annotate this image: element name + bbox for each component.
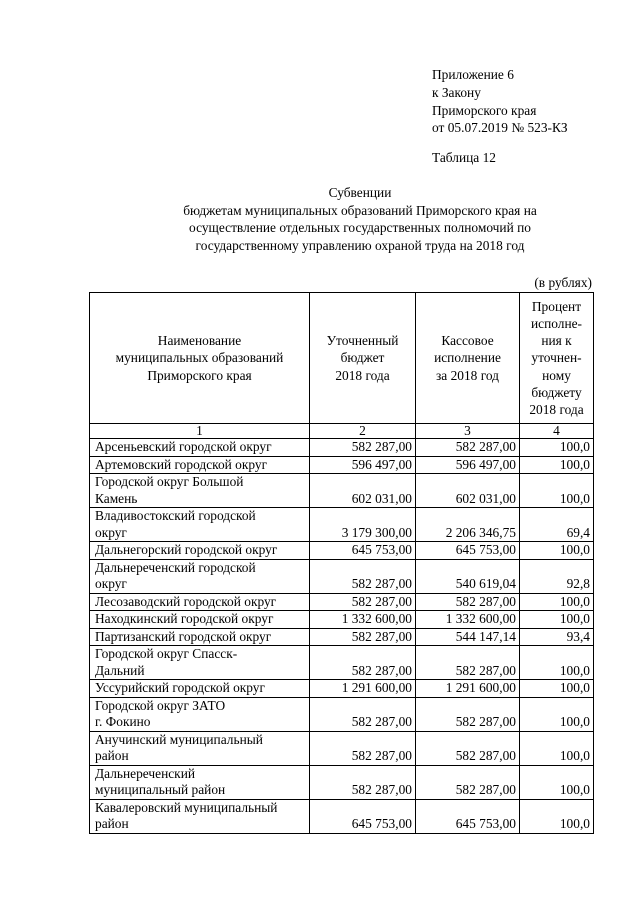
executed-cell: 645 753,00 (416, 542, 520, 560)
municipality-name-line: Дальнереченский городской (95, 559, 256, 575)
executed-cell: 582 287,00 (416, 731, 520, 765)
executed-cell: 596 497,00 (416, 456, 520, 474)
municipality-name (90, 646, 310, 680)
table-row (90, 542, 594, 560)
table-row (90, 456, 594, 474)
table-row (90, 628, 594, 646)
municipality-name-line: г. Фокино (95, 714, 151, 729)
executed-cell: 1 332 600,00 (416, 611, 520, 629)
percent-cell: 92,8 (520, 559, 594, 593)
executed-cell: 2 206 346,75 (416, 508, 520, 542)
percent-cell: 100,0 (520, 611, 594, 629)
municipality-name-line: округ (95, 524, 127, 540)
title-line: Субвенции (328, 185, 392, 200)
municipality-name (90, 559, 310, 593)
executed-cell: 602 031,00 (416, 474, 520, 508)
budget-cell: 602 031,00 (310, 474, 416, 508)
percent-cell: 100,0 (520, 456, 594, 474)
municipality-name-line: муниципальный район (95, 782, 226, 797)
percent-cell: 100,0 (520, 474, 594, 508)
header-municipality (90, 293, 310, 424)
budget-cell: 582 287,00 (310, 697, 416, 731)
header-budget (310, 293, 416, 424)
municipality-name (90, 731, 310, 765)
budget-cell: 1 332 600,00 (310, 611, 416, 629)
document-title (110, 184, 610, 254)
column-number: 1 (90, 424, 310, 439)
table-row (90, 646, 594, 680)
appendix-line: к Закону (432, 84, 481, 100)
budget-cell: 582 287,00 (310, 593, 416, 611)
table-row (90, 439, 594, 457)
table-row (90, 559, 594, 593)
budget-cell: 582 287,00 (310, 646, 416, 680)
executed-cell: 582 287,00 (416, 697, 520, 731)
municipality-name-line: Партизанский городской округ (95, 628, 272, 644)
table-row (90, 611, 594, 629)
executed-cell: 1 291 600,00 (416, 680, 520, 698)
budget-cell: 596 497,00 (310, 456, 416, 474)
header-executed (416, 293, 520, 424)
table-row (90, 799, 594, 833)
budget-cell: 582 287,00 (310, 439, 416, 457)
executed-cell: 544 147,14 (416, 628, 520, 646)
municipality-name-line: округ (95, 576, 127, 591)
municipality-name (90, 456, 310, 474)
budget-cell: 1 291 600,00 (310, 680, 416, 698)
municipality-name-line: Кавалеровский муниципальный (95, 799, 278, 815)
municipality-name-line: Городской округ Большой (95, 474, 244, 489)
column-number: 4 (520, 424, 594, 439)
municipality-name-line: Владивостокский городской (95, 508, 256, 523)
header-line: исполнение (434, 350, 501, 366)
municipality-name-line: Городской округ Спасск- (95, 646, 238, 661)
municipality-name (90, 542, 310, 560)
municipality-name-line: Городской округ ЗАТО (95, 697, 226, 713)
title-line: осуществление отдельных государственных полномочий по (189, 220, 531, 236)
municipality-name-line: Уссурийский городской округ (95, 680, 265, 695)
municipality-name-line: Арсеньевский городской округ (95, 439, 272, 454)
column-number-row (90, 424, 594, 439)
header-line: Кассовое (441, 333, 494, 349)
municipality-name (90, 474, 310, 508)
municipality-name-line: Анучинский муниципальный (95, 731, 263, 747)
header-line: бюджету (531, 384, 582, 400)
executed-cell: 645 753,00 (416, 799, 520, 833)
municipality-name (90, 765, 310, 799)
executed-cell: 582 287,00 (416, 593, 520, 611)
header-line: 2018 года (335, 367, 390, 383)
table-row (90, 765, 594, 799)
municipality-name-line: район (95, 748, 129, 763)
header-line: бюджет (340, 350, 385, 366)
percent-cell: 100,0 (520, 439, 594, 457)
table-row (90, 697, 594, 731)
percent-cell: 100,0 (520, 542, 594, 560)
header-line: ному (542, 367, 571, 383)
budget-cell: 3 179 300,00 (310, 508, 416, 542)
budget-cell: 645 753,00 (310, 542, 416, 560)
percent-cell: 100,0 (520, 765, 594, 799)
municipality-name-line: Дальнегорский городской округ (95, 542, 278, 557)
percent-cell: 100,0 (520, 646, 594, 680)
executed-cell: 582 287,00 (416, 765, 520, 799)
subvention-table (89, 292, 594, 834)
executed-cell: 582 287,00 (416, 646, 520, 680)
budget-cell: 582 287,00 (310, 731, 416, 765)
header-line: за 2018 год (436, 367, 499, 383)
header-line: уточнен- (531, 350, 582, 366)
table-label: Таблица 12 (432, 150, 496, 165)
percent-cell: 100,0 (520, 697, 594, 731)
municipality-name (90, 611, 310, 629)
percent-cell: 93,4 (520, 628, 594, 646)
header-line: 2018 года (529, 402, 584, 417)
header-line: исполне- (530, 315, 583, 331)
municipality-name-line: Находкинский городской округ (95, 611, 274, 626)
percent-cell: 69,4 (520, 508, 594, 542)
municipality-name (90, 593, 310, 611)
budget-cell: 582 287,00 (310, 559, 416, 593)
table-row (90, 508, 594, 542)
percent-cell: 100,0 (520, 799, 594, 833)
table-row (90, 474, 594, 508)
municipality-name (90, 799, 310, 833)
appendix-line: Приморского края (432, 102, 537, 118)
header-line: муниципальных образований (115, 350, 284, 366)
appendix-line: Приложение 6 (432, 67, 514, 82)
appendix-reference (432, 66, 568, 137)
municipality-name-line: район (95, 816, 129, 831)
municipality-name (90, 508, 310, 542)
title-line: бюджетам муниципальных образований Приморского края на (183, 202, 537, 218)
units-note: (в рублях) (534, 275, 592, 290)
header-line: ния к (541, 333, 572, 349)
table-row (90, 593, 594, 611)
executed-cell: 540 619,04 (416, 559, 520, 593)
percent-cell: 100,0 (520, 680, 594, 698)
header-percent (520, 293, 594, 424)
percent-cell: 100,0 (520, 731, 594, 765)
municipality-name (90, 439, 310, 457)
table-body (90, 439, 594, 834)
budget-cell: 645 753,00 (310, 799, 416, 833)
table-row (90, 680, 594, 698)
header-line: Приморского края (147, 367, 252, 383)
budget-cell: 582 287,00 (310, 628, 416, 646)
municipality-name-line: Камень (95, 490, 138, 506)
executed-cell: 582 287,00 (416, 439, 520, 457)
table-header-row (90, 293, 594, 424)
table-row (90, 731, 594, 765)
municipality-name-line: Лесозаводский городской округ (95, 593, 277, 609)
municipality-name (90, 628, 310, 646)
municipality-name-line: Дальний (95, 662, 145, 678)
header-line: Наименование (157, 333, 242, 349)
column-number: 2 (310, 424, 416, 439)
title-line: государственному управлению охраной труда на 2018 год (195, 237, 525, 253)
percent-cell: 100,0 (520, 593, 594, 611)
municipality-name (90, 697, 310, 731)
municipality-name (90, 680, 310, 698)
header-line: Уточненный (326, 333, 399, 349)
appendix-line: от 05.07.2019 № 523-КЗ (432, 120, 568, 136)
budget-cell: 582 287,00 (310, 765, 416, 799)
municipality-name-line: Дальнереченский (95, 765, 196, 781)
header-line: Процент (531, 298, 582, 314)
column-number: 3 (416, 424, 520, 439)
municipality-name-line: Артемовский городской округ (95, 456, 268, 472)
